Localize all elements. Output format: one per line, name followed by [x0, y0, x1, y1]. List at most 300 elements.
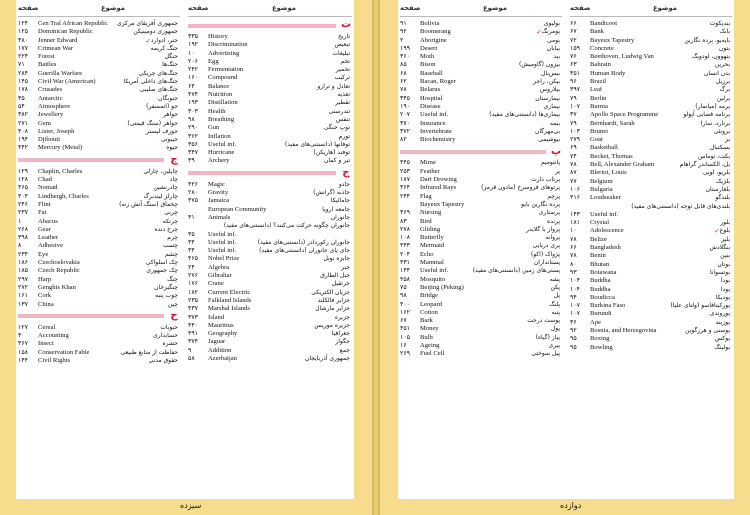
entry-english: Berlin	[590, 94, 607, 102]
entry-english: Beijing (Peking)	[420, 283, 464, 291]
index-entry	[570, 128, 732, 136]
entry-page-number: ۱۶۰	[188, 74, 198, 82]
entry-persian: حقوق مدنی	[148, 356, 178, 364]
entry-page-number: ۴۹۱	[188, 330, 198, 338]
entry-page-number: ۲۳۷	[18, 209, 28, 217]
checkmark-icon: ✓	[714, 227, 720, 236]
entry-persian: بز	[725, 136, 730, 144]
entry-english: Bayeux Tapestry	[590, 36, 635, 44]
index-entry	[400, 37, 562, 45]
entry-page-number: ۱۸۶	[18, 259, 28, 267]
entry-english: Bahrain	[590, 61, 611, 69]
entry-persian: جبل الطارق	[320, 272, 350, 280]
entry-persian: پری دریایی	[532, 242, 560, 250]
entry-english: Bridge	[420, 292, 438, 300]
entry-persian: بندیکوت	[709, 20, 730, 27]
entry-page-number: ۱۳۷	[18, 300, 28, 308]
index-entry	[18, 218, 180, 226]
index-entry	[400, 251, 562, 259]
entry-english: Bark	[420, 317, 433, 325]
entry-persian: بحرین	[714, 61, 730, 69]
entry-page-number: ۳۵۱	[570, 69, 580, 77]
entry-page-number: ۴۴۰	[188, 321, 198, 329]
entry-page-number: ۳۳۵	[188, 33, 198, 40]
index-entry	[570, 252, 732, 260]
entry-persian: برزیل	[715, 78, 730, 86]
entry-page-number: ۲۴	[188, 263, 195, 271]
entry-english: Bleriot, Louis	[590, 169, 627, 177]
entry-english: Algebra	[208, 263, 230, 271]
index-entry	[400, 111, 562, 119]
entry-persian: جزیره	[334, 313, 350, 321]
section-bar	[188, 24, 336, 28]
header-topic-label: موضوع	[101, 3, 125, 12]
index-entry	[400, 259, 562, 267]
entry-persian: بیماری	[543, 102, 560, 110]
index-entry	[400, 184, 562, 192]
entry-persian: بوتان	[717, 260, 730, 268]
index-entry	[188, 74, 352, 82]
entry-page-number: ۹۶	[570, 78, 577, 86]
entry-page-number: ۳۵۶	[188, 140, 198, 148]
entry-page-number: ۲۰۴	[400, 250, 410, 258]
entry-english: Azerbaijan	[208, 354, 237, 362]
entry-english: Genghis Khan	[38, 283, 76, 291]
index-entry	[188, 91, 352, 99]
entry-english: Bolivia	[420, 20, 440, 27]
index-entry	[570, 186, 732, 194]
index-entry	[570, 20, 732, 28]
entry-persian: بودا	[720, 285, 730, 293]
index-entry	[400, 78, 562, 86]
entry-page-number: ۱۲۷	[18, 323, 28, 331]
entry-persian: برلین	[716, 94, 730, 102]
entry-english: Infrared Rays	[420, 184, 457, 192]
entry-page-number: ۳۷۳	[188, 313, 198, 321]
index-entry	[18, 86, 180, 94]
entry-persian: بنین	[720, 252, 730, 260]
column-header	[570, 0, 732, 17]
entry-persian: تخم	[340, 57, 350, 65]
entry-english: Bandicoot	[590, 20, 618, 27]
entry-page-number: ۳۷۰	[400, 119, 410, 127]
index-entry	[188, 272, 352, 280]
index-entry	[188, 189, 352, 197]
entry-page-number: ۱۰۷	[570, 310, 580, 318]
entry-english: Useful inf.	[208, 238, 237, 246]
entry-english: Bacan, Roger	[420, 78, 456, 86]
page-label-right: دوازده	[560, 501, 582, 510]
index-entry	[18, 144, 180, 152]
entry-persian: پکن	[550, 283, 560, 291]
entry-page-number: ۱۹۲	[188, 41, 198, 49]
entry-english: Aborigine	[420, 36, 447, 44]
index-entry	[188, 305, 352, 313]
entry-page-number: ۹۸	[400, 292, 407, 300]
entry-page-number: ۳۹۸	[18, 234, 28, 242]
entry-english: Belize	[590, 235, 607, 243]
entry-persian: برگ	[719, 86, 730, 94]
entry-english: Magic	[208, 180, 225, 188]
entry-english: Gibraltar	[208, 272, 232, 280]
entry-page-number: ۱۰۷	[570, 302, 580, 310]
section-letter-char: ح	[170, 310, 178, 322]
entry-page-number: ۴۲۶	[188, 180, 198, 188]
entry-persian: تبلیغات	[332, 49, 350, 57]
index-entry	[18, 193, 180, 201]
entry-english: Compound	[208, 74, 238, 82]
entry-page-number: ۴۷۴	[188, 91, 198, 99]
entry-english: Goat	[590, 136, 603, 144]
entry-persian: تبعیض	[334, 41, 350, 49]
entry-persian: بلریو، لویی	[702, 169, 730, 177]
entry-english: Fuel Cell	[420, 350, 445, 358]
entry-persian: بولیوی	[543, 20, 560, 27]
index-entry	[18, 201, 180, 209]
index-entry	[18, 95, 180, 103]
entry-persian: بیلاروس	[539, 86, 560, 94]
entry-english: Bernhardt, Sarah	[590, 119, 635, 127]
entry-english: History	[208, 33, 228, 40]
index-entry	[400, 176, 562, 184]
entry-english: Dominican Republic	[38, 28, 93, 36]
entry-persian: چک جمهوری	[146, 267, 178, 275]
entry-persian: تغذیه	[337, 91, 350, 99]
entry-persian: چاد	[169, 176, 178, 184]
index-entry	[400, 45, 562, 53]
entry-english: Bison	[420, 61, 436, 69]
entry-english: Mosquito	[420, 275, 446, 283]
entry-persian: جمهوری آذربایجان	[304, 354, 350, 362]
section-letter-char: ت	[340, 19, 352, 31]
index-entry	[400, 284, 562, 292]
index-entry	[188, 322, 352, 330]
entry-english: Mermaid	[420, 242, 445, 250]
entry-english: Bulgaria	[590, 185, 613, 193]
entry-persian: بودیکا	[715, 293, 730, 301]
entry-page-number: ۳۷	[570, 111, 577, 119]
section-letter-char: چ	[170, 154, 178, 166]
entry-page-number: ۳۶۷	[18, 340, 28, 348]
index-entry	[188, 247, 352, 255]
entry-english: Mammal	[420, 259, 444, 267]
entry-english: Concrete	[590, 44, 614, 52]
entry-persian: حشره	[162, 340, 178, 348]
entry-english: Distillation	[208, 99, 238, 107]
entry-english: Discrimination	[208, 41, 248, 49]
index-entry	[400, 292, 562, 300]
entry-persian: جنگل	[164, 53, 178, 61]
entry-page-number: ۴۳۷	[188, 305, 198, 313]
entry-english: Battles	[38, 61, 57, 69]
entry-page-number: ۲۹۰	[188, 124, 198, 132]
entry-page-number: ۲۶۸	[18, 225, 28, 233]
index-entry	[188, 108, 352, 116]
left-page	[0, 0, 372, 515]
entry-page-number: ۳۴۵	[400, 94, 410, 102]
index-entry	[400, 276, 562, 284]
entry-page-number: ۴	[18, 332, 22, 340]
section-bar	[400, 150, 546, 154]
entry-page-number: ۸	[18, 242, 22, 250]
entry-page-number: ۸۷	[570, 169, 577, 177]
index-column-left-inner	[188, 0, 352, 515]
index-entry	[570, 310, 732, 318]
entry-english: Marshal Islands	[208, 305, 250, 313]
entry-english: Leaf	[590, 86, 603, 94]
entry-persian: جنگ‌های صلیبی	[139, 86, 178, 94]
index-entry	[18, 168, 180, 176]
index-entry	[570, 344, 732, 352]
index-entry	[188, 141, 352, 149]
entry-persian: جیبوتی	[160, 136, 178, 144]
index-entry	[400, 301, 562, 309]
entry-persian: جزیره موریس	[314, 321, 350, 329]
entry-persian: پرچم	[547, 192, 560, 200]
index-entry	[400, 201, 562, 209]
entry-persian: چک اسلواکی	[145, 259, 178, 267]
entry-page-number: ۱۹۴	[18, 136, 28, 144]
section-letter	[18, 311, 180, 322]
header-page-label: صفحه	[570, 3, 591, 12]
entry-english: Lister, Joseph	[38, 127, 75, 135]
index-entry	[18, 70, 180, 78]
index-entry	[400, 20, 562, 28]
entry-english: Bulb	[420, 333, 433, 341]
entry-persian: پشه	[549, 275, 560, 283]
entry-english: Burkina Faso	[590, 302, 626, 310]
entry-persian: بورکینافاسو (ولتای علیا)	[670, 302, 730, 310]
column-header	[18, 0, 180, 17]
entry-persian: جو (اتمسفر)	[146, 102, 178, 110]
entry-persian: چشم	[164, 250, 178, 258]
entry-persian: جگوار	[335, 338, 350, 346]
index-entry	[188, 66, 352, 74]
entry-page-number: ۲۲۴	[18, 53, 28, 61]
section-letter	[188, 20, 352, 31]
index-entry	[570, 269, 732, 277]
entry-english: Useful inf.	[208, 230, 237, 238]
entry-english: European Community	[208, 205, 267, 213]
entry-english: Advertising	[208, 49, 240, 57]
index-entry	[400, 86, 562, 94]
entry-page-number: ۷۸	[570, 161, 577, 169]
entry-english: Useful inf.	[420, 111, 449, 119]
index-entry	[570, 194, 732, 202]
index-entry	[570, 219, 732, 227]
entry-page-number: ۷۸	[570, 235, 577, 243]
index-entry	[400, 28, 562, 36]
entry-persian: پرنده	[547, 217, 560, 225]
entry-persian: چارلز لیندبرگ	[143, 192, 178, 200]
entry-page-number: ۱۲۵	[18, 28, 28, 36]
entry-persian: بلیز	[721, 235, 730, 243]
entry-page-number: ۴۵۱	[400, 325, 410, 333]
entry-english: Boxing	[590, 335, 610, 343]
entry-english: Useful inf.	[420, 267, 449, 275]
index-entry	[570, 244, 732, 252]
entry-persian: تعادل و ترازو	[317, 82, 350, 90]
entry-persian: بلندگو	[715, 194, 730, 202]
entry-english: Benin	[590, 252, 606, 260]
entry-persian: پستانداران	[533, 259, 560, 267]
index-column-right-outer	[570, 0, 732, 515]
entry-english: Bayeux Tapestry	[420, 200, 465, 208]
entry-page-number: ۶۶	[570, 244, 577, 252]
entry-persian: جزایر مارشال	[315, 305, 350, 313]
entry-english: Djibouti	[38, 136, 60, 144]
entry-english: Fermentation	[208, 66, 244, 74]
entry-english: Abacus	[38, 217, 58, 225]
entry-persian: پلنگ	[549, 300, 560, 308]
entry-page-number: ۲۶۹	[400, 350, 410, 358]
index-entry	[188, 347, 352, 355]
entry-english: Breathing	[208, 115, 235, 123]
entry-persian: چرم	[167, 234, 178, 242]
entry-persian: پانتومیم	[540, 159, 560, 167]
index-entry	[188, 83, 352, 91]
entry-persian: بلندی‌های قابل توجه (دانستنی‌های مفید)	[631, 202, 730, 210]
entry-page-number: ۴۶۹	[400, 209, 410, 217]
entry-page-number: ۲	[400, 36, 404, 44]
entry-page-number: ۹۵	[570, 335, 577, 343]
entry-page-number: ۴۴۲	[18, 144, 28, 152]
entry-page-number: ۲۴۴	[400, 192, 410, 200]
entry-page-number: ۳۸۰	[18, 36, 28, 44]
index-entry	[570, 294, 732, 302]
entry-page-number: ۲۰۶	[188, 57, 198, 65]
entry-persian: بیمارستان	[535, 94, 560, 102]
entry-page-number: ۱۰	[570, 227, 577, 235]
entry-page-number: ۳۹	[188, 157, 195, 165]
entry-persian: جامعه اروپا	[322, 205, 350, 213]
entry-persian: بیزون (گاومیش)	[519, 61, 560, 69]
index-entry	[18, 61, 180, 69]
index-entry	[400, 120, 562, 128]
index-entry	[188, 280, 352, 288]
entry-page-number: ۱۶۱	[18, 292, 28, 300]
index-entry	[400, 103, 562, 111]
index-entry	[400, 226, 562, 234]
entry-page-number: ۱۰۶	[570, 185, 580, 193]
index-entry	[570, 78, 732, 86]
entry-persian: بید	[553, 53, 560, 61]
index-entry	[570, 144, 732, 152]
header-topic-label: موضوع	[653, 3, 677, 12]
entry-persian: چادرنشین	[153, 184, 178, 192]
entry-page-number: ۴۴۵	[400, 159, 410, 167]
entry-english: Burma	[590, 102, 608, 110]
entry-english: Feather	[420, 167, 440, 175]
entry-persian: بوکس	[714, 335, 730, 343]
entry-page-number: ۲۷۱	[18, 119, 28, 127]
entry-persian: بومی	[547, 36, 560, 44]
entry-english: Gravity	[208, 189, 229, 197]
entry-page-number: ۷۸	[400, 86, 407, 94]
entry-page-number: ۳۶۲	[188, 132, 198, 140]
entry-english: Eye	[38, 250, 49, 258]
entry-persian: جواهر (سنگ قیمتی)	[127, 119, 178, 127]
entry-english: Crimean War	[38, 44, 74, 52]
entry-english: Czech Republic	[38, 267, 80, 275]
entry-english: Crane	[208, 280, 224, 288]
index-entry	[18, 37, 180, 45]
entry-english: Adhesive	[38, 242, 63, 250]
entry-english: Boomerang	[420, 28, 451, 36]
entry-page-number: ۲۷۲	[18, 283, 28, 291]
entry-english: Money	[420, 325, 439, 333]
entry-english: Baseball	[420, 69, 443, 77]
entry-page-number: ۶۴	[188, 82, 195, 90]
entry-english: Health	[208, 107, 226, 115]
entry-persian: برنامه فضایی آپولو	[683, 111, 730, 119]
entry-page-number: ۹	[188, 346, 192, 354]
index-entry	[18, 251, 180, 259]
entry-page-number: ۲۵۳	[400, 167, 410, 175]
entry-english: Ageing	[420, 341, 440, 349]
entry-english: Crusades	[38, 86, 63, 94]
entry-page-number: ۹۲	[570, 326, 577, 334]
entry-english: Island	[208, 313, 225, 321]
entry-persian: برونئی	[713, 127, 730, 135]
entry-english: Bhutan	[590, 260, 610, 268]
entry-persian: پل	[553, 292, 560, 300]
entry-page-number: ۱۹۳	[188, 99, 198, 107]
entry-page-number: ۱۴۴	[400, 267, 410, 275]
entry-page-number: ۸۵	[400, 61, 407, 69]
entry-page-number: ۳۶	[570, 318, 577, 326]
entry-english: Egg	[208, 57, 219, 65]
entry-persian: پرستاری	[538, 209, 560, 217]
index-entry	[18, 128, 180, 136]
index-entry	[570, 335, 732, 343]
entry-english: Cen Tral African Republic	[38, 20, 108, 27]
entry-page-number: ۳۱	[188, 213, 195, 221]
entry-persian: تورم	[338, 132, 350, 140]
index-entry	[188, 297, 352, 305]
index-entry	[400, 334, 562, 342]
entry-english: Bird	[420, 217, 432, 225]
index-entry	[188, 133, 352, 141]
index-entry	[570, 169, 732, 177]
entry-persian: پستی‌های زمین (دانستنی‌های مفید)	[472, 267, 560, 275]
index-entry	[400, 325, 562, 333]
entry-persian: بوسنی و هرزگوین	[685, 326, 730, 334]
index-entry	[188, 50, 352, 58]
entry-page-number: ۵۴	[18, 102, 25, 110]
index-entry	[570, 178, 732, 186]
entry-page-number: ۳۷۴	[188, 338, 198, 346]
entry-english: Useful inf.	[208, 140, 237, 148]
section-letter	[188, 168, 352, 179]
entry-english: Flint	[38, 200, 51, 208]
entry-english: Brazil	[590, 78, 607, 86]
entry-persian: بتون	[719, 44, 730, 52]
entry-page-number: ۷۵	[400, 283, 407, 291]
index-entry	[400, 61, 562, 69]
entry-persian: پول	[550, 325, 560, 333]
entry-english: Nobel Prize	[208, 255, 240, 263]
entry-persian: جغرافیا	[331, 330, 350, 338]
entry-persian: بومرنگ	[541, 28, 560, 36]
entry-english: Bangladesh	[590, 244, 621, 252]
section-letter	[18, 155, 180, 166]
entry-english: Antarctic	[38, 94, 63, 102]
entry-page-number: ۴۴۳	[400, 242, 410, 250]
entry-persian: بیوشیمی	[538, 136, 560, 144]
entry-english: Mauritius	[208, 321, 234, 329]
entry-persian: جرثقیل	[331, 280, 350, 288]
